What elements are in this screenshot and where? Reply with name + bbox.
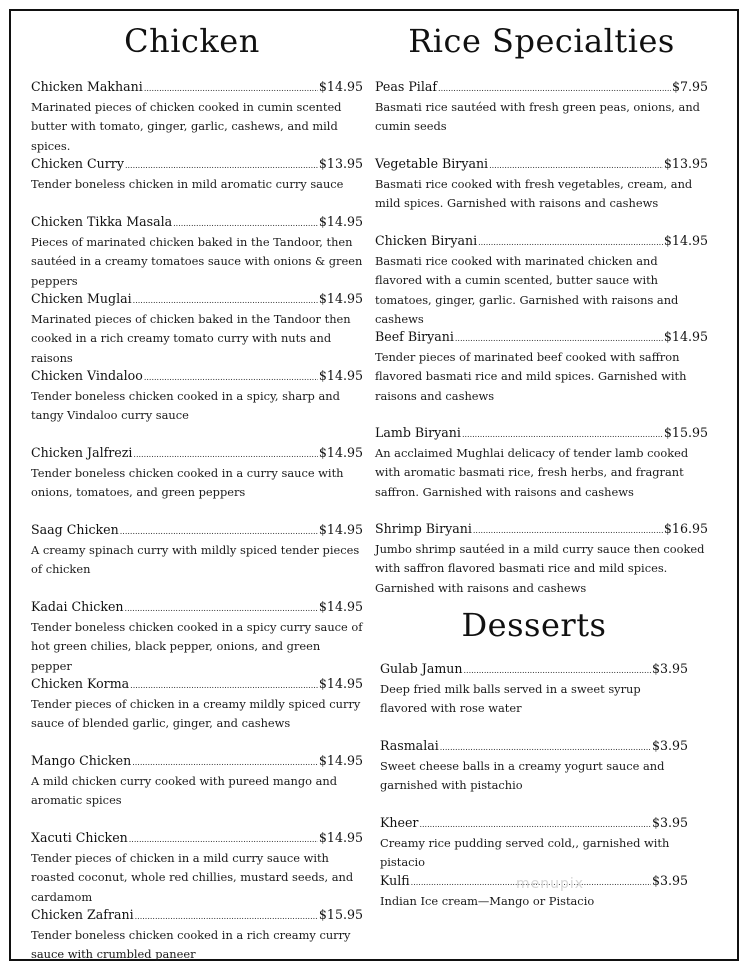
leader-dots [129,831,318,849]
item-description: Basmati rice sautéed with fresh green peas, onions, and cumin seeds [375,100,700,134]
menu-item [31,829,363,906]
item-price: $3.95 [651,738,688,753]
menu-item [31,290,363,367]
item-name: Rasmalai [380,738,439,753]
item-description: Creamy rice pudding served cold,, garnished with pistacio [380,836,670,870]
item-name: Mango Chicken [31,753,132,768]
menu-item [31,752,363,829]
desserts-section [380,602,688,912]
item-name: Chicken Makhani [31,79,143,94]
item-price: $15.95 [663,425,708,440]
rice-list [375,78,708,600]
chicken-section [31,18,363,964]
item-description: Basmati rice cooked with marinated chicken and flavored with a cumin scented, butter sauce with tomatoes, ginger, garlic. Garnished with raisons and cashews [375,254,679,326]
menu-item [31,78,363,155]
item-name: Chicken Zafrani [31,907,134,922]
menu-item [31,155,363,213]
item-price: $7.95 [671,79,708,94]
item-price: $15.95 [318,907,363,922]
desserts-title: Desserts [461,606,607,644]
leader-dots [125,600,318,618]
leader-dots [135,908,318,926]
chicken-title: Chicken [124,22,260,60]
leader-dots [133,446,318,464]
chicken-list [31,78,363,964]
watermark-text: menupix [516,876,585,892]
menu-item [31,444,363,521]
leader-dots [173,215,318,233]
item-description: A mild chicken curry cooked with pureed mango and aromatic spices [31,774,338,808]
item-price: $14.95 [318,79,363,94]
item-name: Vegetable Biryani [375,156,489,171]
item-price: $14.95 [318,445,363,460]
menu-item [375,78,708,155]
item-price: $13.95 [663,156,708,171]
item-name: Lamb Biryani [375,425,461,440]
leader-dots [120,523,318,541]
item-price: $14.95 [318,830,363,845]
item-description: Tender boneless chicken cooked in a rich creamy curry sauce with crumbled paneer [31,928,351,962]
menu-item [375,155,708,232]
item-name: Chicken Tikka Masala [31,214,173,229]
menu-item [31,213,363,290]
desserts-list [380,660,688,912]
leader-dots [455,330,663,348]
menu-item [31,906,363,964]
menu-item [380,737,688,814]
menu-item [31,598,363,675]
item-name: Chicken Korma [31,676,130,691]
item-name: Chicken Vindaloo [31,368,143,383]
leader-dots [130,677,318,695]
menu-item [31,521,363,598]
leader-dots [440,739,651,757]
item-description: Marinated pieces of chicken baked in the Tandoor then cooked in a rich creamy tomato curry with nuts and raisons [31,312,351,365]
item-price: $14.95 [663,329,708,344]
item-name: Gulab Jamun [380,661,463,676]
item-name: Chicken Curry [31,156,124,171]
item-name: Saag Chicken [31,522,119,537]
menu-item [375,232,708,328]
item-description: Deep fried milk balls served in a sweet syrup flavored with rose water [380,682,641,716]
leader-dots [419,816,650,834]
item-price: $14.95 [318,522,363,537]
leader-dots [478,234,663,252]
leader-dots [462,426,663,444]
item-name: Xacuti Chicken [31,830,128,845]
leader-dots [464,662,651,680]
leader-dots [438,80,671,98]
menu-item [380,660,688,737]
item-description: Tender pieces of chicken in a mild curry sauce with roasted coconut, whole red chillies, mustard seeds, and cardamom [31,851,354,904]
leader-dots [489,157,663,175]
item-price: $14.95 [318,291,363,306]
rice-section [375,18,708,600]
item-description: Jumbo shrimp sautéed in a mild curry sauce then cooked with saffron flavored basmati rice and mild spices. Garnished with raisons and cashews [375,542,705,595]
item-name: Chicken Biryani [375,233,478,248]
item-description: Tender pieces of chicken in a creamy mildly spiced curry sauce of blended garlic, ginger, and cashews [31,697,361,731]
item-name: Kheer [380,815,419,830]
item-name: Kadai Chicken [31,599,124,614]
item-price: $16.95 [663,521,708,536]
leader-dots [133,292,318,310]
item-description: Indian Ice cream—Mango or Pistacio [380,894,595,908]
leader-dots [473,522,663,540]
item-price: $3.95 [651,815,688,830]
item-description: Sweet cheese balls in a creamy yogurt sauce and garnished with pistachio [380,759,665,793]
menu-item [375,328,708,424]
menu-item [375,520,708,600]
menu-item [380,814,688,872]
leader-dots [132,754,318,772]
item-name: Chicken Jalfrezi [31,445,133,460]
item-name: Shrimp Biryani [375,521,472,536]
item-description: An acclaimed Mughlai delicacy of tender lamb cooked with aromatic basmati rice, fresh herbs, and fragrant saffron. Garnished with raisons and cashews [375,446,689,499]
item-price: $14.95 [318,753,363,768]
item-price: $13.95 [318,156,363,171]
item-price: $14.95 [663,233,708,248]
item-name: Kulfi [380,873,410,888]
menu-item [31,367,363,444]
item-description: Basmati rice cooked with fresh vegetables, cream, and mild spices. Garnished with raisons and cashews [375,177,693,211]
menu-item [31,675,363,752]
item-price: $3.95 [651,873,688,888]
item-description: A creamy spinach curry with mildly spiced tender pieces of chicken [31,543,360,577]
item-description: Tender boneless chicken in mild aromatic curry sauce [31,177,344,191]
item-price: $14.95 [318,599,363,614]
item-description: Tender boneless chicken cooked in a curry sauce with onions, tomatoes, and green peppers [31,466,344,500]
item-description: Marinated pieces of chicken cooked in cumin scented butter with tomato, ginger, garlic, cashews, and mild spices. [31,100,342,153]
rice-title: Rice Specialties [408,22,675,60]
item-price: $14.95 [318,214,363,229]
item-description: Tender boneless chicken cooked in a spicy curry sauce of hot green chilies, black pepper, onions, and green pepper [31,620,363,673]
item-name: Chicken Muglai [31,291,132,306]
leader-dots [144,369,318,387]
item-description: Pieces of marinated chicken baked in the Tandoor, then sautéed in a creamy tomatoes sauce with onions & green peppers [31,235,363,288]
leader-dots [144,80,318,98]
item-name: Beef Biryani [375,329,454,344]
item-price: $14.95 [318,368,363,383]
leader-dots [125,157,318,175]
item-price: $14.95 [318,676,363,691]
item-description: Tender pieces of marinated beef cooked with saffron flavored basmati rice and mild spices. Garnished with raisons and cashews [375,350,687,403]
item-price: $3.95 [651,661,688,676]
menu-item [375,424,708,520]
item-name: Peas Pilaf [375,79,438,94]
item-description: Tender boneless chicken cooked in a spicy, sharp and tangy Vindaloo curry sauce [31,389,340,423]
